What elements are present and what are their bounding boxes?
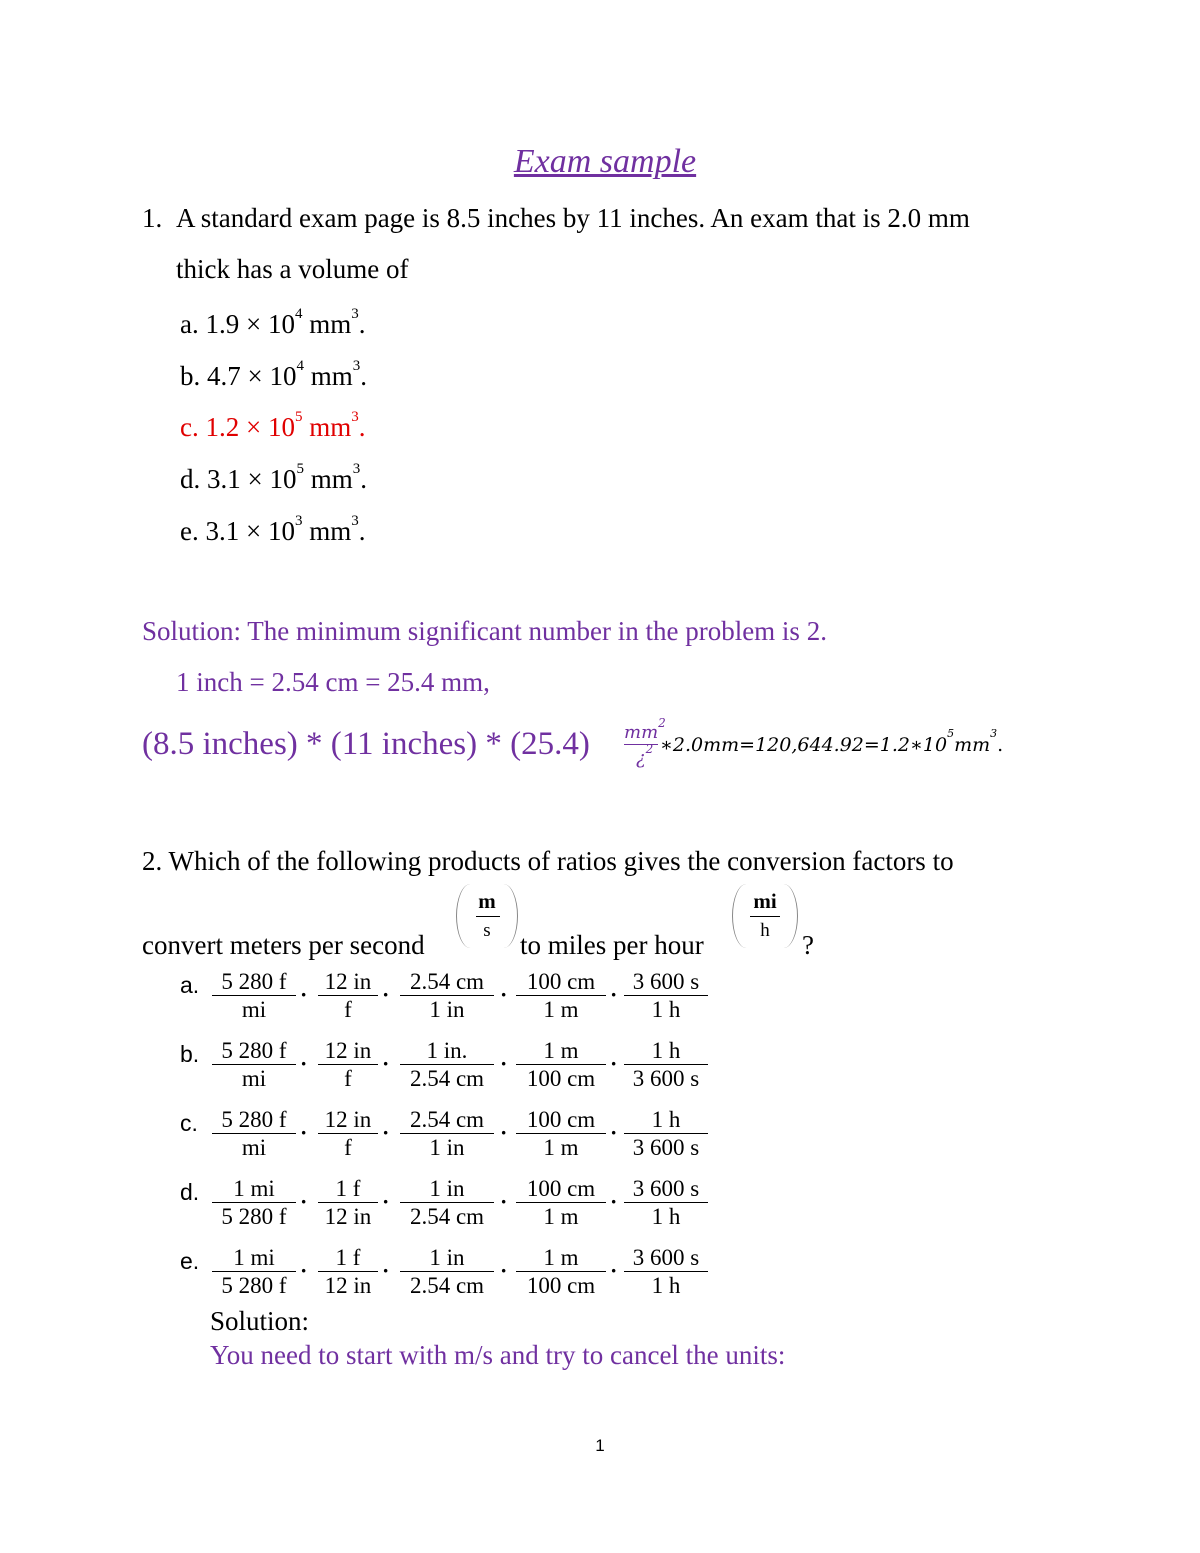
conversion-fraction: [400, 1244, 494, 1300]
option-label: e.: [180, 1248, 200, 1274]
fraction-numerator: 1 h: [624, 1106, 708, 1134]
fraction-denominator: 1 m: [543, 1135, 579, 1160]
fraction-denominator: f: [344, 997, 352, 1022]
fraction-denominator: 2.54 cm: [409, 1273, 485, 1298]
question-1-text-line2: thick has a volume of: [176, 254, 409, 284]
answer-option-1: a. $1.9 \times 10^4$ $mm^3$.: [180, 306, 366, 339]
question-2-text-line2c: ?: [802, 930, 814, 960]
fraction-denominator: mi: [241, 1135, 267, 1160]
fraction-denominator: f: [344, 1066, 352, 1091]
conversion-fraction: [516, 1175, 606, 1231]
unit-ms-denominator: s: [483, 920, 491, 941]
conversion-fraction: [516, 1037, 606, 1093]
fraction-denominator: 5 280 f: [221, 1273, 287, 1298]
fraction-denominator: 5 280 f: [221, 1204, 287, 1229]
multiply-dot: ·: [610, 982, 618, 1007]
conversion-fraction: [212, 1106, 296, 1162]
multiply-dot: ·: [382, 1120, 390, 1145]
fraction-denominator: 100 cm: [526, 1273, 596, 1298]
conversion-fraction: [400, 1037, 494, 1093]
fraction-numerator: 12 in: [318, 968, 378, 996]
multiply-dot: ·: [300, 1189, 308, 1214]
conversion-fraction: [400, 968, 494, 1024]
unit-ms-bar: [476, 916, 500, 917]
multiply-dot: ·: [300, 982, 308, 1007]
fraction-denominator: mi: [241, 1066, 267, 1091]
question-2-text-line1: 2. Which of the following products of ratios gives the conversion factors to: [142, 846, 954, 876]
solution-2-label: Solution:: [210, 1306, 310, 1336]
multiply-dot: ·: [300, 1051, 308, 1076]
fraction-denominator: 1 h: [651, 1273, 681, 1298]
fraction-denominator: 3 600 s: [632, 1135, 700, 1160]
fraction-denominator: 1 m: [543, 997, 579, 1022]
option-label: b.: [180, 1041, 200, 1067]
conversion-fraction: [212, 968, 296, 1024]
conversion-fraction: [212, 1175, 296, 1231]
option-label: c.: [180, 1110, 198, 1136]
conversion-fraction: [516, 1106, 606, 1162]
multiply-dot: ·: [300, 1258, 308, 1283]
fraction-denominator: 3 600 s: [632, 1066, 700, 1091]
conversion-fraction: [318, 1244, 378, 1300]
fraction-numerator: 2.54 cm: [400, 1106, 494, 1134]
multiply-dot: ·: [500, 982, 508, 1007]
unit-mih-denominator: h: [760, 920, 770, 941]
solution-1-result: $∗2.0mm=120,644.92=1.2∗10^5mm^3$.: [660, 727, 1004, 756]
fraction-denominator: 1 in: [429, 997, 465, 1022]
conversion-fraction: [318, 1037, 378, 1093]
fraction-numerator: 1 f: [318, 1244, 378, 1272]
conversion-fraction: [400, 1175, 494, 1231]
fraction-denominator: mi: [241, 997, 267, 1022]
fraction-numerator: 1 m: [516, 1037, 606, 1065]
fraction-numerator: 3 600 s: [624, 1175, 708, 1203]
fraction-numerator: 5 280 f: [212, 968, 296, 996]
fraction-denominator: 1 m: [543, 1204, 579, 1229]
multiply-dot: ·: [610, 1051, 618, 1076]
answer-option-3: c. $1.2 \times 10^5$ $mm^3$.: [180, 409, 366, 442]
conversion-fraction: [318, 1106, 378, 1162]
conversion-fraction: [516, 968, 606, 1024]
fraction-denominator: 1 h: [651, 1204, 681, 1229]
fraction-numerator: 2.54 cm: [400, 968, 494, 996]
page-number: 1: [595, 1436, 605, 1455]
multiply-dot: ·: [610, 1258, 618, 1283]
solution-1-line2: 1 inch = 2.54 cm = 25.4 mm,: [176, 667, 490, 697]
conversion-fraction: [212, 1037, 296, 1093]
fraction-denominator: 100 cm: [526, 1066, 596, 1091]
multiply-dot: ·: [300, 1120, 308, 1145]
fraction-denominator: 1 in: [429, 1135, 465, 1160]
answer-option-5: e. $3.1 \times 10^3$ $mm^3$.: [180, 513, 366, 546]
conversion-fraction: [318, 968, 378, 1024]
solution-1-frac-denominator: ¿$^2$: [636, 742, 654, 769]
fraction-numerator: 1 in: [400, 1175, 494, 1203]
question-1-number: 1.: [142, 203, 163, 233]
solution-1-frac-numerator: $mm^2$: [624, 716, 666, 743]
conversion-fraction: [624, 1175, 708, 1231]
multiply-dot: ·: [382, 1051, 390, 1076]
conversion-fraction: [624, 968, 708, 1024]
conversion-fraction: [400, 1106, 494, 1162]
option-label: d.: [180, 1179, 200, 1205]
option-label: a.: [180, 972, 200, 998]
question-1-text-line1: A standard exam page is 8.5 inches by 11 inches. An exam that is 2.0 mm: [176, 203, 970, 233]
solution-1-line1: Solution: The minimum significant number in the problem is 2.: [142, 616, 827, 646]
multiply-dot: ·: [610, 1120, 618, 1145]
multiply-dot: ·: [382, 1258, 390, 1283]
multiply-dot: ·: [500, 1051, 508, 1076]
fraction-numerator: 3 600 s: [624, 1244, 708, 1272]
fraction-numerator: 1 in.: [400, 1037, 494, 1065]
fraction-numerator: 1 f: [318, 1175, 378, 1203]
conversion-fraction: [624, 1037, 708, 1093]
conversion-fraction: [516, 1244, 606, 1300]
fraction-denominator: 1 h: [651, 997, 681, 1022]
fraction-numerator: 1 m: [516, 1244, 606, 1272]
fraction-numerator: 5 280 f: [212, 1106, 296, 1134]
multiply-dot: ·: [500, 1258, 508, 1283]
multiply-dot: ·: [610, 1189, 618, 1214]
unit-ms-numerator: m: [478, 889, 496, 913]
question-2-text-line2b: to miles per hour: [520, 930, 704, 960]
fraction-numerator: 5 280 f: [212, 1037, 296, 1065]
conversion-fraction: [212, 1244, 296, 1300]
answer-option-4: d. $3.1 \times 10^5$ $mm^3$.: [180, 461, 367, 494]
question-2-text-line2a: convert meters per second: [142, 930, 425, 960]
conversion-fraction: [318, 1175, 378, 1231]
fraction-numerator: 1 h: [624, 1037, 708, 1065]
multiply-dot: ·: [382, 1189, 390, 1214]
fraction-numerator: 1 mi: [212, 1175, 296, 1203]
fraction-numerator: 100 cm: [516, 968, 606, 996]
multiply-dot: ·: [382, 982, 390, 1007]
solution-2-text: You need to start with m/s and try to cancel the units:: [210, 1340, 786, 1370]
fraction-denominator: 12 in: [324, 1204, 372, 1229]
multiply-dot: ·: [500, 1189, 508, 1214]
fraction-numerator: 1 mi: [212, 1244, 296, 1272]
fraction-denominator: f: [344, 1135, 352, 1160]
conversion-fraction: [624, 1106, 708, 1162]
fraction-denominator: 12 in: [324, 1273, 372, 1298]
multiply-dot: ·: [500, 1120, 508, 1145]
unit-mih-bar: [750, 916, 780, 917]
fraction-numerator: 12 in: [318, 1037, 378, 1065]
fraction-numerator: 100 cm: [516, 1106, 606, 1134]
fraction-numerator: 100 cm: [516, 1175, 606, 1203]
page-title: Exam sample: [513, 143, 697, 180]
fraction-denominator: 2.54 cm: [409, 1204, 485, 1229]
fraction-numerator: 3 600 s: [624, 968, 708, 996]
unit-mih-numerator: mi: [753, 889, 777, 913]
fraction-numerator: 1 in: [400, 1244, 494, 1272]
fraction-denominator: 2.54 cm: [409, 1066, 485, 1091]
conversion-fraction: [624, 1244, 708, 1300]
fraction-numerator: 12 in: [318, 1106, 378, 1134]
solution-1-expression: (8.5 inches) * (11 inches) * (25.4): [142, 726, 590, 762]
answer-option-2: b. $4.7 \times 10^4$ $mm^3$.: [180, 358, 367, 391]
